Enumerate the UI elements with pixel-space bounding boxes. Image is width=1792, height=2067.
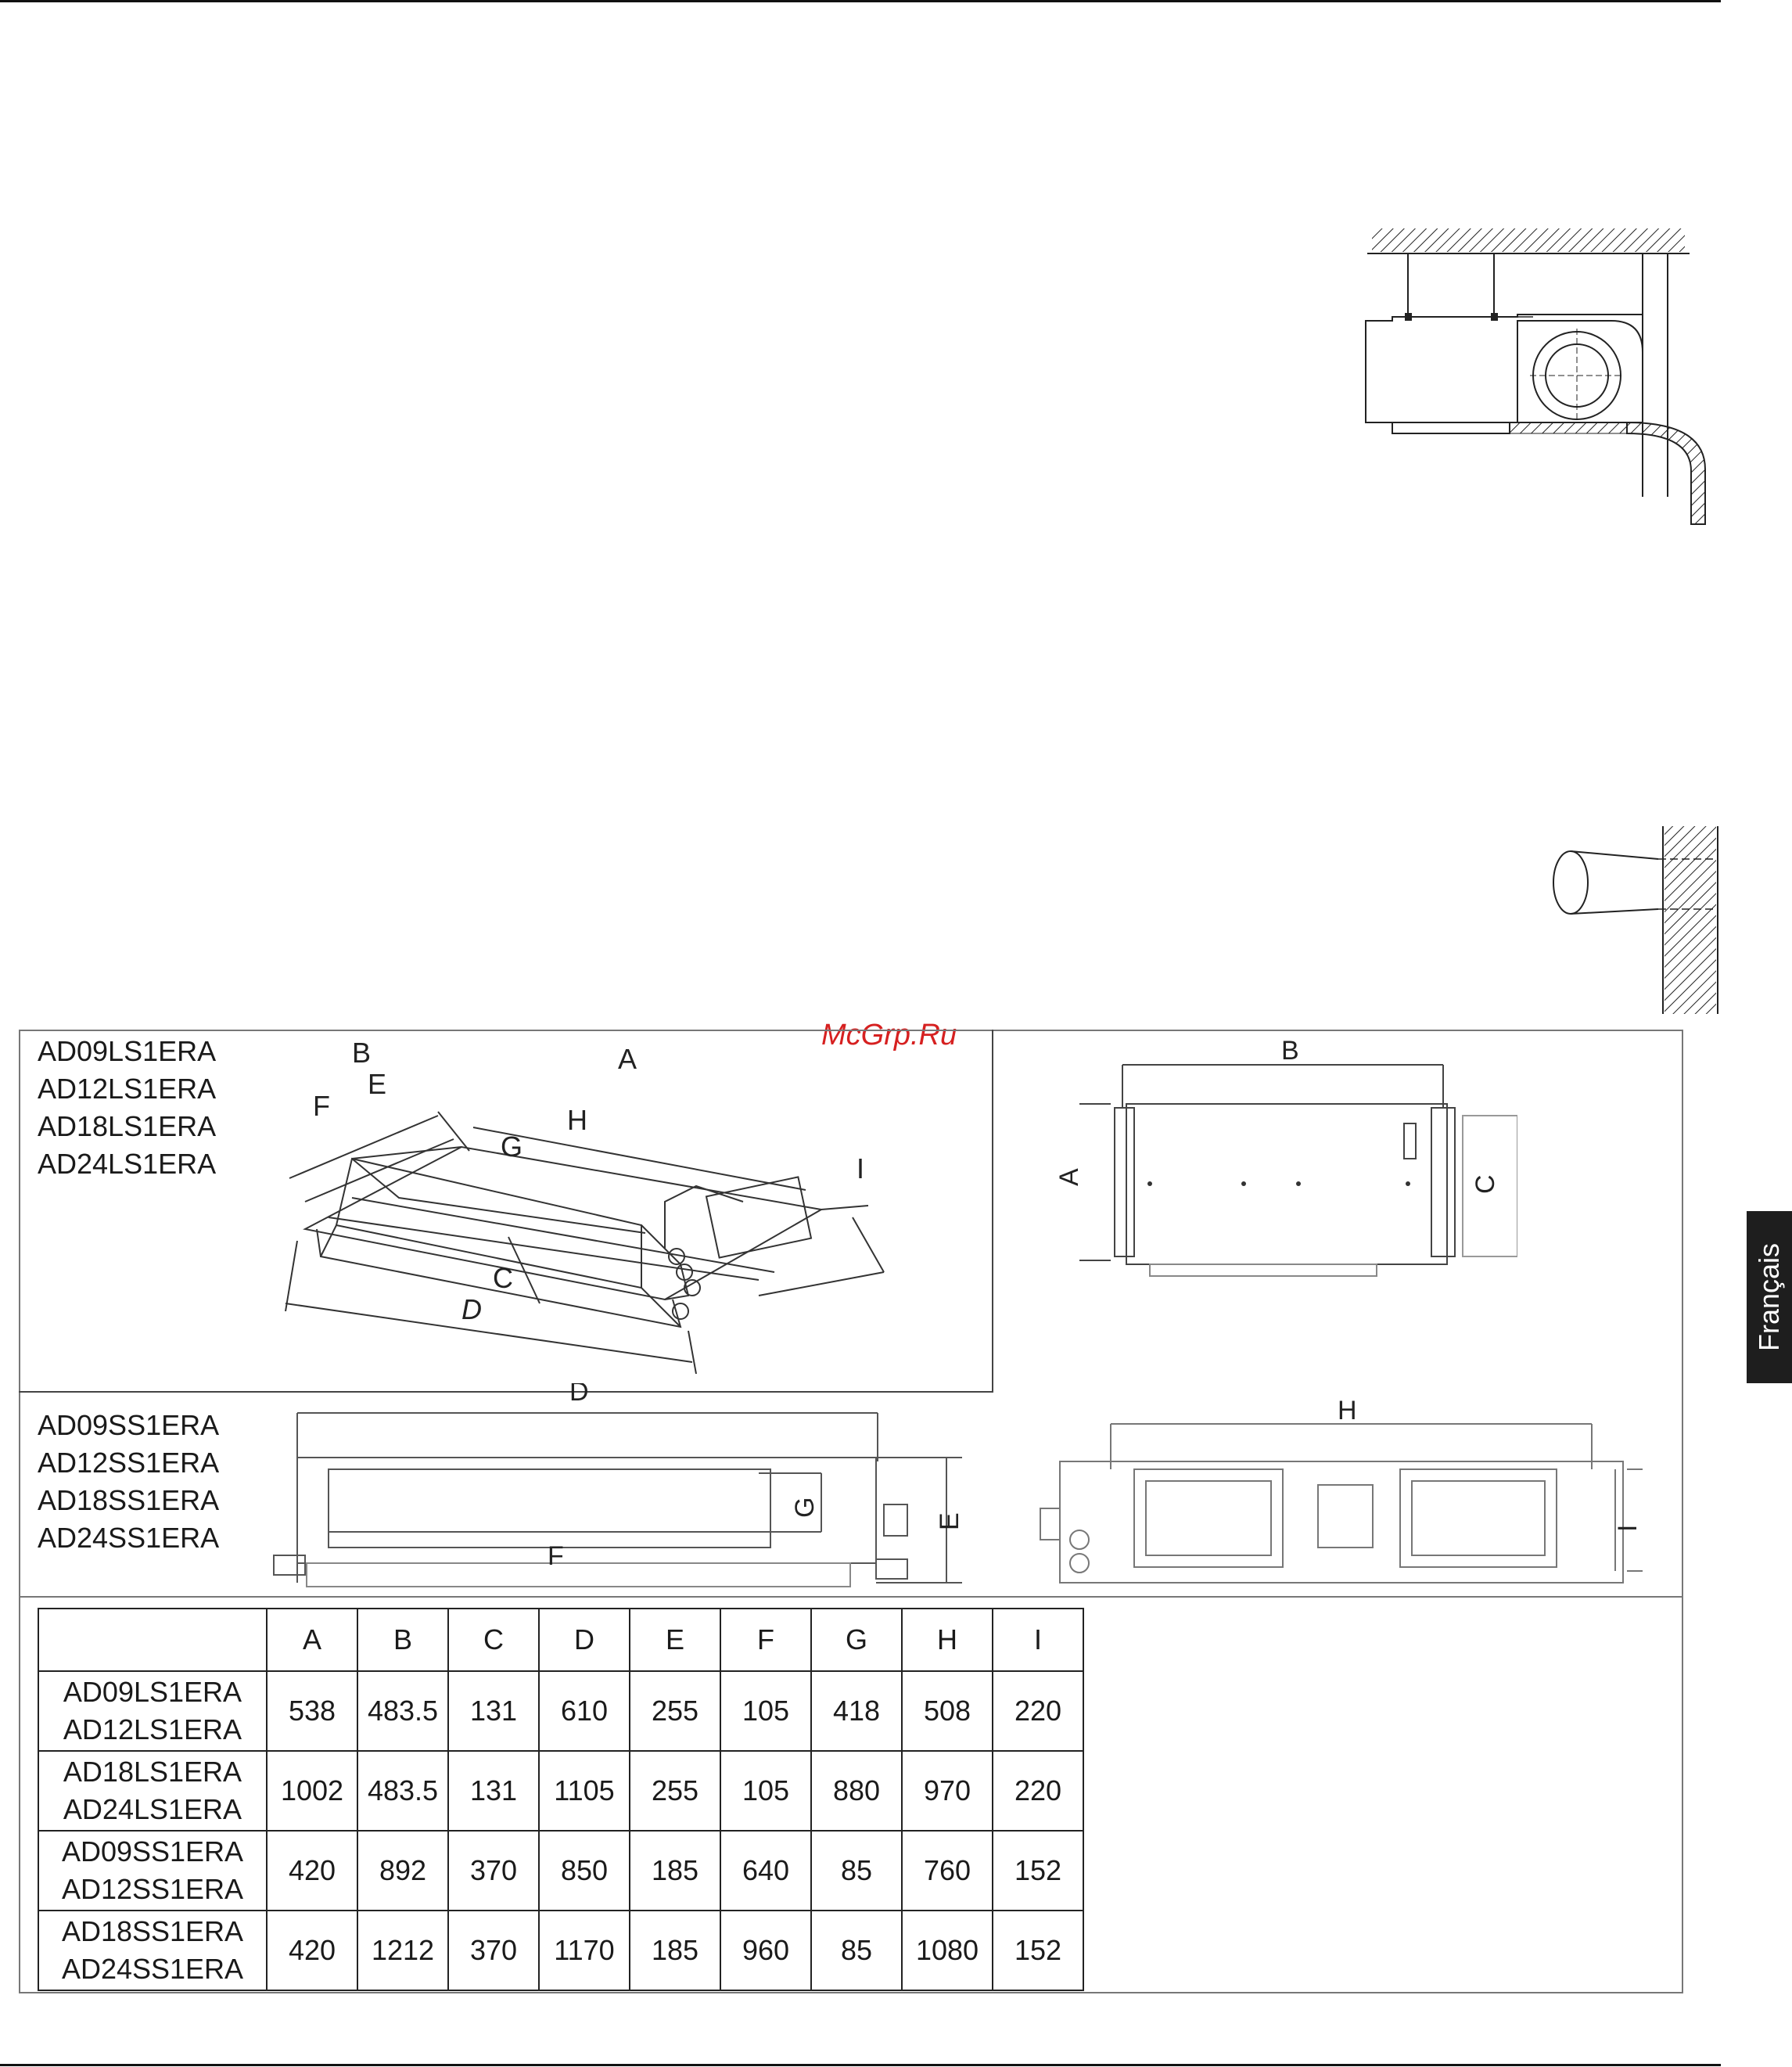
value-cell: 850	[539, 1831, 630, 1911]
model-name: AD18LS1ERA	[38, 1110, 217, 1142]
value-cell: 1170	[539, 1911, 630, 1990]
table-header-cell: I	[993, 1609, 1083, 1671]
language-tab	[1747, 1211, 1792, 1383]
label-i-rear: I	[1613, 1524, 1643, 1532]
top-page-rule	[0, 0, 1721, 2]
value-cell: 640	[720, 1831, 811, 1911]
value-cell: 960	[720, 1911, 811, 1990]
model-cell	[38, 1831, 267, 1911]
ss-front-view-drawing	[258, 1383, 1001, 1594]
bottom-page-rule	[0, 2064, 1721, 2066]
value-cell: 255	[630, 1671, 720, 1751]
value-cell: 1212	[357, 1911, 448, 1990]
table-header-cell: G	[811, 1609, 902, 1671]
table-row	[38, 1751, 1083, 1831]
model-name: AD18LS1ERA	[63, 1756, 242, 1788]
value-cell: 105	[720, 1751, 811, 1831]
label-f-front: F	[548, 1541, 564, 1571]
model-name: AD09SS1ERA	[61, 1835, 244, 1867]
label-a: A	[618, 1043, 637, 1075]
model-name: AD12SS1ERA	[38, 1447, 220, 1479]
label-g-front: G	[790, 1497, 820, 1518]
value-cell: 370	[448, 1831, 539, 1911]
value-cell: 610	[539, 1671, 630, 1751]
label-b-top: B	[1281, 1036, 1299, 1066]
model-name: AD18SS1ERA	[38, 1484, 220, 1516]
table-header-cell: C	[448, 1609, 539, 1671]
value-cell: 131	[448, 1671, 539, 1751]
value-cell: 152	[993, 1831, 1083, 1911]
table-header-row	[38, 1609, 1083, 1671]
label-g: G	[501, 1131, 523, 1163]
value-cell: 1002	[267, 1751, 357, 1831]
value-cell: 220	[993, 1751, 1083, 1831]
model-name: AD12SS1ERA	[61, 1873, 244, 1905]
value-cell: 508	[902, 1671, 993, 1751]
ls-top-view-drawing	[1048, 1030, 1517, 1280]
value-cell: 483.5	[357, 1751, 448, 1831]
label-h: H	[567, 1104, 587, 1136]
value-cell: 880	[811, 1751, 902, 1831]
value-cell: 483.5	[357, 1671, 448, 1751]
label-a-top: A	[1054, 1168, 1084, 1186]
table-row	[38, 1831, 1083, 1911]
table-header-cell: E	[630, 1609, 720, 1671]
table-row	[38, 1911, 1083, 1990]
label-i: I	[856, 1152, 865, 1184]
model-name: AD24SS1ERA	[38, 1522, 220, 1554]
value-cell: 420	[267, 1911, 357, 1990]
language-tab-label: Français	[1753, 1242, 1786, 1352]
value-cell: 220	[993, 1671, 1083, 1751]
value-cell: 152	[993, 1911, 1083, 1990]
value-cell: 105	[720, 1671, 811, 1751]
label-d-front: D	[569, 1383, 589, 1407]
value-cell: 1105	[539, 1751, 630, 1831]
label-e: E	[368, 1068, 387, 1100]
model-cell	[38, 1671, 267, 1751]
table-header-cell: D	[539, 1609, 630, 1671]
value-cell: 85	[811, 1831, 902, 1911]
model-name: AD24SS1ERA	[61, 1953, 244, 1985]
model-name: AD09LS1ERA	[63, 1676, 242, 1708]
label-d: D	[461, 1293, 482, 1325]
model-cell	[38, 1751, 267, 1831]
value-cell: 538	[267, 1671, 357, 1751]
value-cell: 420	[267, 1831, 357, 1911]
watermark-text: McGrp.Ru	[821, 1019, 957, 1051]
value-cell: 185	[630, 1831, 720, 1911]
label-c-top: C	[1471, 1174, 1500, 1194]
duct-wall-illustration	[1533, 821, 1729, 1017]
label-f: F	[313, 1090, 330, 1122]
model-name: AD09LS1ERA	[38, 1035, 217, 1067]
model-name: AD18SS1ERA	[61, 1915, 244, 1947]
table-header-cell: H	[902, 1609, 993, 1671]
ss-model-list	[38, 1407, 219, 1557]
table-header-cell: B	[357, 1609, 448, 1671]
dimension-table	[38, 1608, 1084, 1991]
ceiling-mount-illustration	[1361, 227, 1721, 532]
value-cell: 85	[811, 1911, 902, 1990]
label-e-front: E	[935, 1512, 964, 1530]
ls-isometric-drawing	[274, 1030, 978, 1389]
model-name: AD24LS1ERA	[63, 1793, 242, 1825]
value-cell: 131	[448, 1751, 539, 1831]
table-header-cell	[38, 1609, 267, 1671]
table-row	[38, 1671, 1083, 1751]
value-cell: 255	[630, 1751, 720, 1831]
model-cell	[38, 1911, 267, 1990]
model-name: AD12LS1ERA	[63, 1713, 242, 1745]
value-cell: 185	[630, 1911, 720, 1990]
model-name: AD09SS1ERA	[38, 1409, 220, 1441]
value-cell: 970	[902, 1751, 993, 1831]
label-h-rear: H	[1338, 1396, 1357, 1425]
value-cell: 418	[811, 1671, 902, 1751]
table-separator	[19, 1596, 1683, 1598]
table-header-cell: F	[720, 1609, 811, 1671]
label-b: B	[352, 1037, 372, 1069]
ss-rear-view-drawing	[1017, 1383, 1643, 1594]
table-header-cell: A	[267, 1609, 357, 1671]
value-cell: 760	[902, 1831, 993, 1911]
model-name: AD24LS1ERA	[38, 1148, 217, 1180]
model-name: AD12LS1ERA	[38, 1073, 217, 1105]
value-cell: 892	[357, 1831, 448, 1911]
value-cell: 370	[448, 1911, 539, 1990]
label-c: C	[493, 1262, 513, 1294]
ls-model-list	[38, 1033, 216, 1183]
value-cell: 1080	[902, 1911, 993, 1990]
